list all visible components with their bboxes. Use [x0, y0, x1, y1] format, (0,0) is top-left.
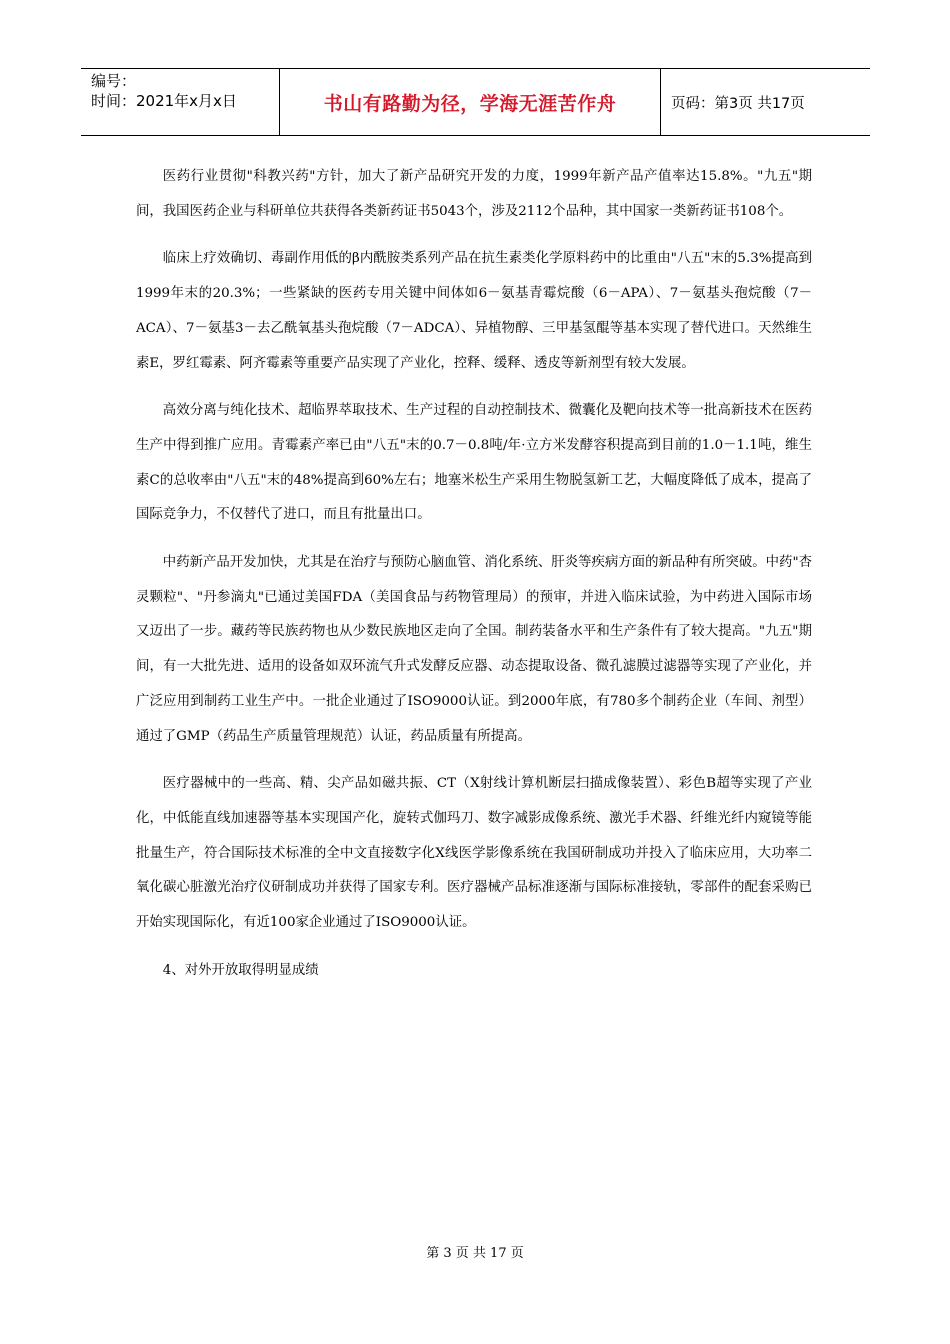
paragraph: 临床上疗效确切、毒副作用低的β内酰胺类系列产品在抗生素类化学原料药中的比重由"八五"末的5.3%提高到1999年末的20.3%；一些紧缺的医药专用关键中间体如6－氨基青霉烷酸（6－APA）、7－氨基头孢烷酸（7－ACA）、7－氨基3－去乙酰氧基头孢烷酸（7－ADCA）、异植物醇、三甲基氢醌等基本实现了替代进口。天然维生素E，罗红霉素、阿齐霉素等重要产品实现了产业化，控释、缓释、透皮等新剂型有较大发展。 — [136, 251, 812, 371]
section-heading: 4、对外开放取得明显成绩 — [162, 962, 319, 978]
page-header — [81, 68, 870, 136]
header-page-info: 页码：第3页 共17页 — [671, 95, 805, 112]
header-meta — [81, 69, 280, 135]
footer-page-number: 第 3 页 共 17 页 — [426, 1246, 524, 1261]
document-date: 时间：2021年x月x日 — [91, 92, 237, 110]
paragraph: 医药行业贯彻"科教兴药"方针，加大了新产品研究开发的力度，1999年新产品产值率达15.8%。"九五"期间，我国医药企业与科研单位共获得各类新药证书5043个，涉及2112个品种，其中国家一类新药证书108个。 — [136, 169, 812, 219]
paragraph: 高效分离与纯化技术、超临界萃取技术、生产过程的自动控制技术、微囊化及靶向技术等一批高新技术在医药生产中得到推广应用。青霉素产率已由"八五"末的0.7－0.8吨/年·立方米发酵容积提高到目前的1.0－1.1吨，维生素C的总收率由"八五"末的48%提高到60%左右；地塞米松生产采用生物脱氢新工艺，大幅度降低了成本，提高了国际竞争力，不仅替代了进口，而且有批量出口。 — [136, 403, 812, 523]
paragraph: 医疗器械中的一些高、精、尖产品如磁共振、CT（X射线计算机断层扫描成像装置）、彩色B超等实现了产业化，中低能直线加速器等基本实现国产化，旋转式伽玛刀、数字减影成像系统、激光手术器、纤维光纤内窥镜等能批量生产，符合国际技术标准的全中文直接数字化X线医学影像系统在我国研制成功并投入了临床应用，大功率二氧化碳心脏激光治疗仪研制成功并获得了国家专利。医疗器械产品标准逐渐与国际标准接轨，零部件的配套采购已开始实现国际化，有近100家企业通过了ISO9000认证。 — [136, 776, 812, 931]
header-motto: 书山有路勤为径，学海无涯苦作舟 — [280, 69, 661, 135]
paragraph: 中药新产品开发加快，尤其是在治疗与预防心脑血管、消化系统、肝炎等疾病方面的新品种有所突破。中药"杏灵颗粒"、"丹参滴丸"已通过美国FDA（美国食品与药物管理局）的预审，并进入临床试验，为中药进入国际市场又迈出了一步。藏药等民族药物也从少数民族地区走向了全国。制药装备水平和生产条件有了较大提高。"九五"期间，有一大批先进、适用的设备如双环流气升式发酵反应器、动态提取设备、微孔滤膜过滤器等实现了产业化，并广泛应用到制药工业生产中。一批企业通过了ISO9000认证。到2000年底，有780多个制药企业（车间、剂型）通过了GMP（药品生产质量管理规范）认证，药品质量有所提高。 — [136, 555, 812, 744]
page-footer — [0, 1242, 950, 1261]
document-code-label: 编号： — [91, 72, 137, 90]
document-body — [136, 160, 812, 1001]
